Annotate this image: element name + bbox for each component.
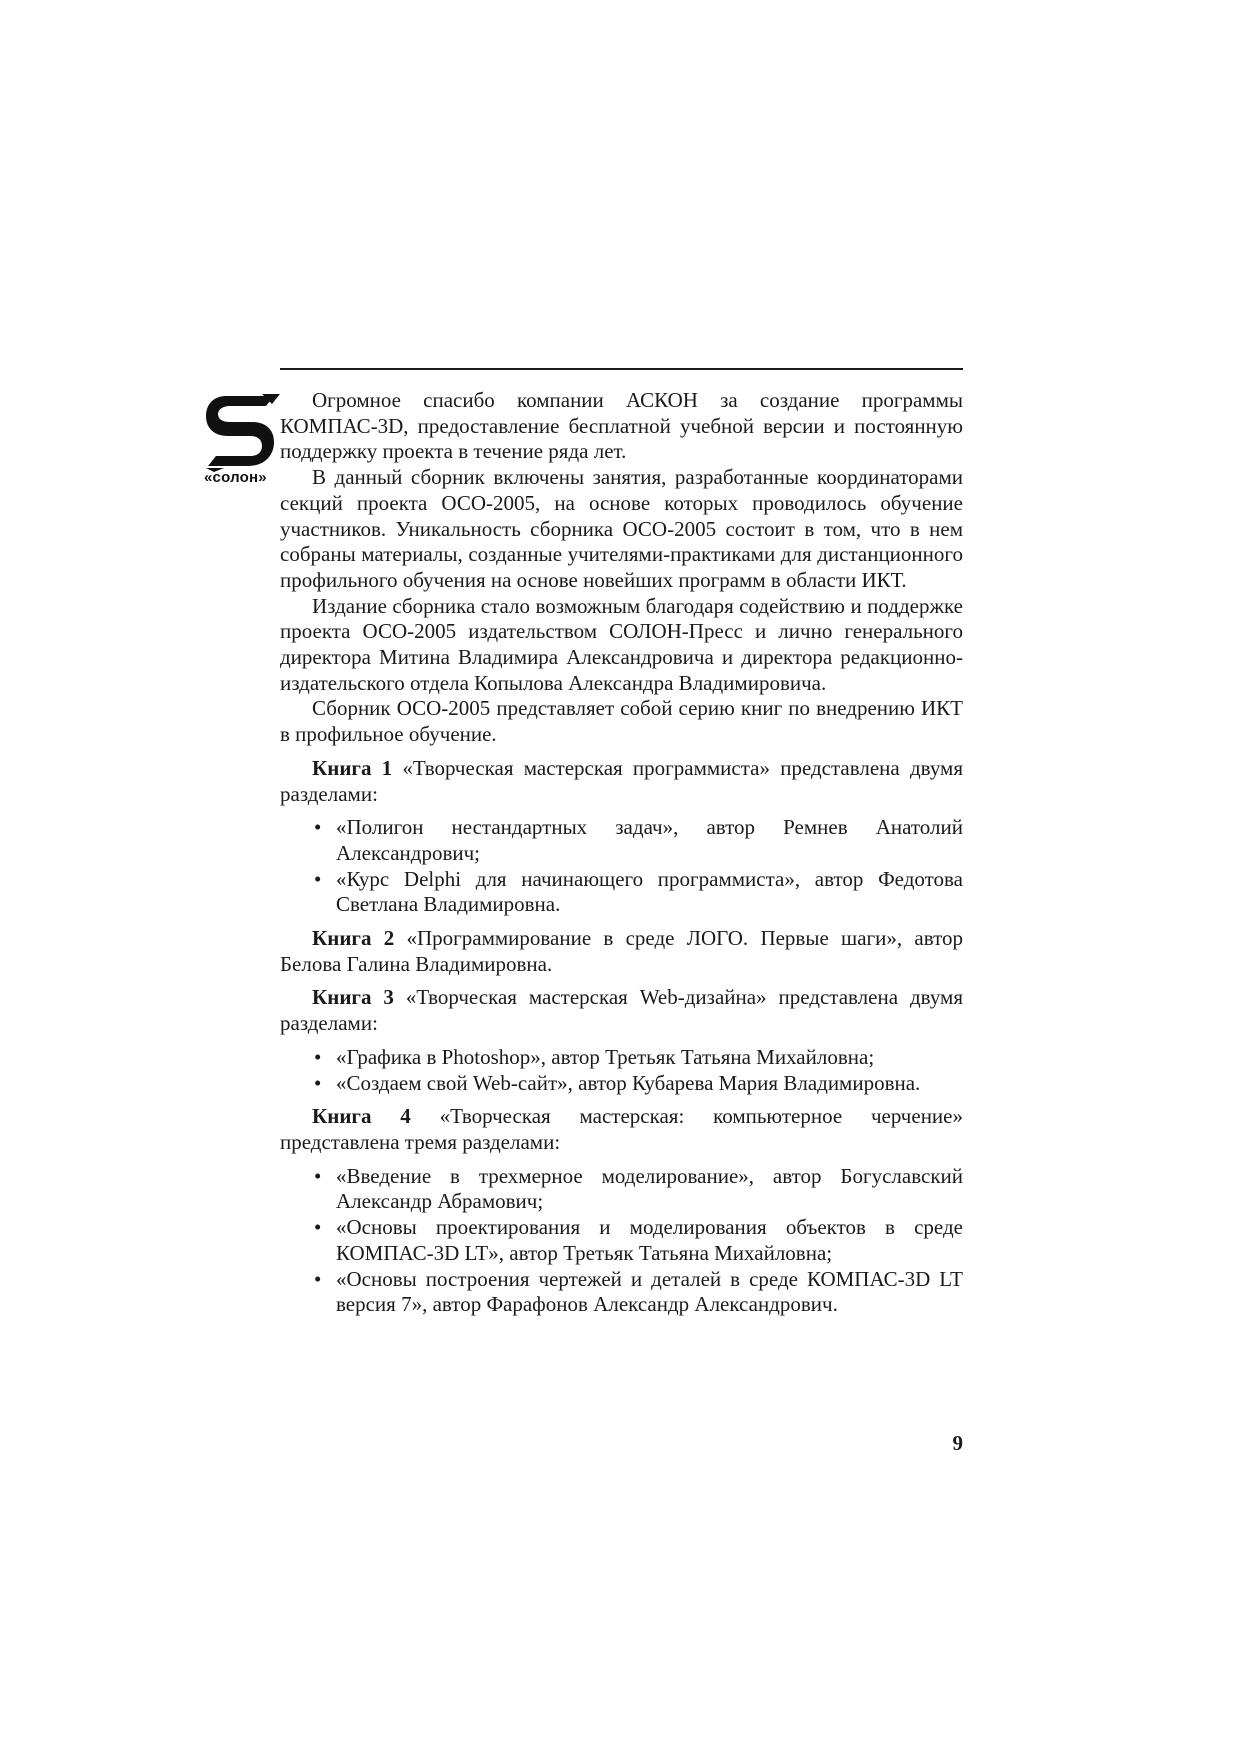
list-item: • «Графика в Photoshop», автор Третьяк Татьяна Михайловна; [314,1044,875,1069]
book-3-description: «Творческая мастерская Web-дизайна» представлена двумя разделами: [280,985,964,1036]
top-rule [280,368,963,370]
book-2-entry [280,926,963,977]
intro-paragraph-2: В данный сборник включены занятия, разработанные координаторами секций проекта ОСО-2005, на основе которых проводилось обучение участников. Уникальность сборника ОСО-2005 состоит в том, что в нем собраны материалы, созданные учителями-практиками для дистанционного профильного обучения на основе новейших программ в области ИКТ. [280,465,963,592]
book-2-description: «Программирование в среде ЛОГО. Первые шаги», автор Белова Галина Владимировна. [280,926,963,976]
bullet-icon: • [314,815,322,840]
list-item: • «Создаем свой Web-сайт», автор Кубарева Мария Владимировна. [314,1070,921,1095]
logo-caption: «солон» [204,469,267,486]
book-4-sections [280,1164,963,1318]
solon-logo [204,392,280,472]
list-item: • «Введение в трехмерное моделирование», автор Богуславский Александр Абрамович; [314,1163,963,1214]
book-4-description: «Творческая мастерская: компьютерное черчение» представлена тремя разделами: [280,1104,963,1154]
bullet-icon: • [314,1163,322,1188]
main-text [280,388,963,1326]
bullet-icon: • [314,1266,322,1291]
bullet-icon: • [314,1044,322,1069]
bullet-icon: • [314,1215,322,1240]
list-item: • «Полигон нестандартных задач», автор Ремнев Анатолий Александрович; [314,815,963,865]
book-3-label: Книга 3 [312,985,394,1010]
list-item: • «Основы проектирования и моделирования объектов в среде КОМПАС-3D LT», автор Третьяк Татьяна Михайловна; [314,1215,963,1265]
bullet-icon: • [314,1070,322,1095]
book-3-entry [280,985,963,1036]
solon-s-logo-icon [204,392,280,472]
book-1-sections [280,815,963,918]
book-1-description: «Творческая мастерская программиста» представлена двумя разделами: [280,755,964,806]
bullet-icon: • [314,866,322,891]
book-1-entry [280,756,963,807]
intro-paragraph-4: Сборник ОСО-2005 представляет собой серию книг по внедрению ИКТ в профильное обучение. [280,696,963,747]
list-item: • «Курс Delphi для начинающего программиста», автор Федотова Светлана Владимировна. [314,866,963,917]
intro-paragraph-1: Огромное спасибо компании АСКОН за создание программы КОМПАС-3D, предоставление бесплатной учебной версии и постоянную поддержку проекта в течение ряда лет. [280,388,963,464]
list-item: • «Основы построения чертежей и деталей в среде КОМПАС-3D LT версия 7», автор Фарафонов Александр Александрович. [314,1266,963,1317]
book-2-label: Книга 2 [312,926,395,951]
book-3-sections [280,1045,963,1096]
book-4-label: Книга 4 [312,1104,411,1129]
book-1-label: Книга 1 [312,755,393,780]
book-4-entry [280,1104,963,1155]
page-number: 9 [952,1431,963,1455]
intro-paragraph-3: Издание сборника стало возможным благодаря содействию и поддержке проекта ОСО-2005 издательством СОЛОН-Пресс и лично генерального директора Митина Владимира Александровича и директора редакционно-издательского отдела Копылова Александра Владимировича. [280,593,963,695]
